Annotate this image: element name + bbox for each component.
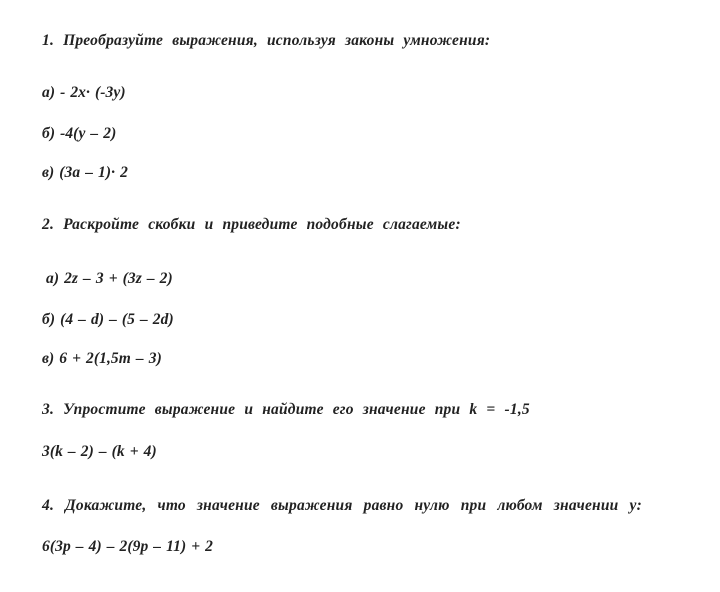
task-3-item: 3(k – 2) – (k + 4) xyxy=(42,443,157,460)
task-2-title: 2. Раскройте скобки и приведите подобные слагаемые: xyxy=(42,216,461,233)
task-2-item-c: в) 6 + 2(1,5m – 3) xyxy=(42,350,162,367)
task-1-title: 1. Преобразуйте выражения, используя законы умножения: xyxy=(42,32,491,49)
task-1-item-b: б) -4(y – 2) xyxy=(42,125,117,142)
task-2-item-a: а) 2z – 3 + (3z – 2) xyxy=(46,270,173,287)
task-4-title: 4. Докажите, что значение выражения равно нулю при любом значении y: xyxy=(42,497,642,514)
task-1-item-c: в) (3a – 1)· 2 xyxy=(42,164,128,181)
task-1-item-a: а) - 2x· (-3y) xyxy=(42,84,126,101)
task-2-item-b: б) (4 – d) – (5 – 2d) xyxy=(42,311,174,328)
task-3-title: 3. Упростите выражение и найдите его значение при k = -1,5 xyxy=(42,401,530,418)
task-4-item: 6(3p – 4) – 2(9p – 11) + 2 xyxy=(42,538,213,555)
